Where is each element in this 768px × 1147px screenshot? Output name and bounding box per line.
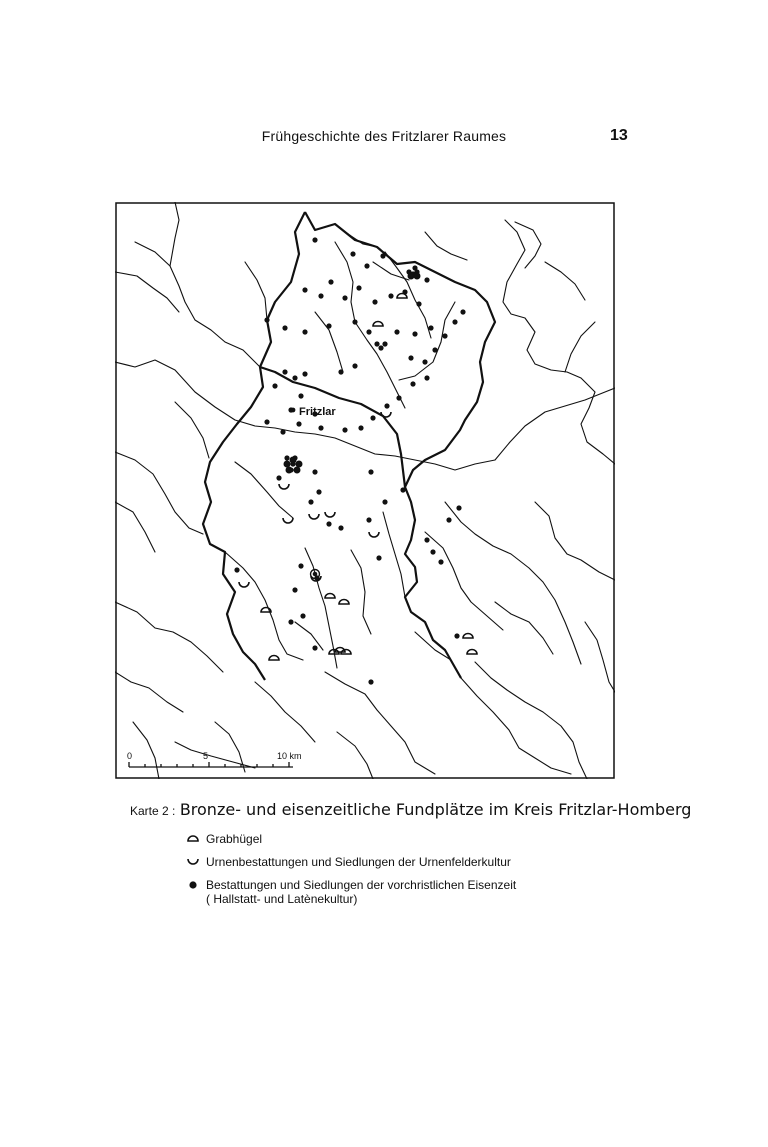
legend-row-iron-age bbox=[180, 878, 516, 912]
scale-tick-10: 10 km bbox=[277, 751, 302, 761]
legend-row-urn-burial bbox=[180, 855, 516, 875]
map-legend bbox=[180, 832, 516, 915]
burial-mound-icon bbox=[180, 832, 206, 842]
legend-label: Bestattungen und Siedlungen der vorchristlichen Eisenzeit bbox=[206, 878, 517, 892]
scale-tick-0: 0 bbox=[127, 751, 133, 761]
district-boundary bbox=[203, 212, 495, 680]
special-find-symbols bbox=[284, 273, 420, 579]
legend-row-burial-mound bbox=[180, 832, 516, 852]
urn-burial-symbols bbox=[239, 412, 391, 587]
scale-bar bbox=[129, 762, 293, 767]
burial-mound-symbols bbox=[261, 294, 477, 661]
urn-burial-icon bbox=[180, 855, 206, 867]
legend-label: Urnenbestattungen und Siedlungen der Urnenfelderkultur bbox=[206, 855, 511, 869]
caption-title: Bronze- und eisenzeitliche Fundplätze im Kreis Fritzlar-Homberg bbox=[179, 800, 692, 819]
legend-label: Grabhügel bbox=[206, 832, 263, 846]
page-number: 13 bbox=[610, 127, 628, 144]
iron-age-find-spots bbox=[234, 237, 465, 684]
caption-prefix: Karte 2 : bbox=[130, 804, 176, 818]
iron-age-dot-icon bbox=[180, 878, 206, 890]
running-title: Frühgeschichte des Fritzlarer Raumes bbox=[261, 128, 507, 144]
scale-tick-5: 5 bbox=[203, 751, 209, 761]
town-label: Fritzlar bbox=[299, 406, 336, 418]
map-caption bbox=[130, 800, 691, 820]
river-network bbox=[115, 202, 615, 779]
map bbox=[115, 202, 615, 779]
map-border bbox=[116, 203, 614, 778]
legend-label-line2: ( Hallstatt- und Latènekultur) bbox=[206, 892, 358, 906]
town-marker bbox=[291, 408, 296, 413]
